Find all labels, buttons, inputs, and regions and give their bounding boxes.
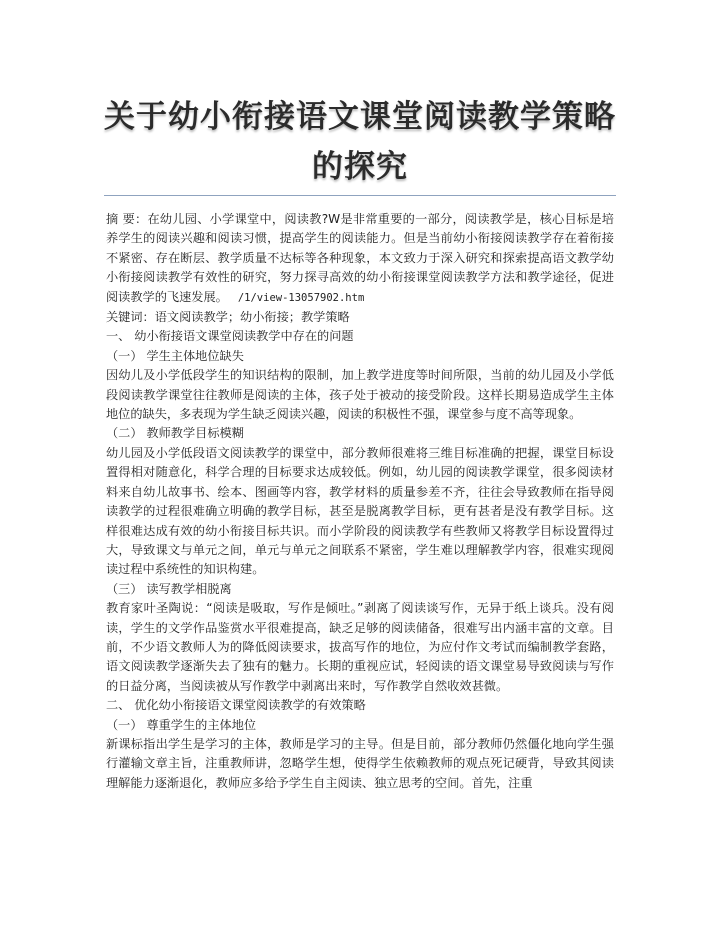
title-divider: [104, 195, 616, 196]
subsection-heading-1-2: （二） 教师教学目标模糊: [106, 426, 244, 441]
subsection-heading-2-1: （一） 尊重学生的主体地位: [106, 717, 257, 732]
abstract-url: /1/view-13057902.htm: [237, 291, 365, 304]
document-body: [106, 210, 614, 793]
title-line-2: 的探究: [312, 149, 408, 185]
subsection-heading-1-1: （一） 学生主体地位缺失: [106, 348, 244, 363]
paragraph-4: 新课标指出学生是学习的主体，教师是学习的主导。但是目前，部分教师仍然僵化地向学生强行灌输文章主旨，注重教师讲，忽略学生想，使得学生依赖教师的观点死记硬背，导致其阅读理解能力逐渐退化，教师应多给予学生自主阅读、独立思考的空间。首先，注重: [106, 736, 614, 790]
title-line-1: 关于幼小衔接语文课堂阅读教学策略: [104, 99, 616, 135]
document-title: [0, 92, 720, 192]
abstract-paragraph: [106, 210, 614, 308]
paragraph-1: 因幼儿及小学低段学生的知识结构的限制，加上教学进度等时间所限，当前的幼儿园及小学低段阅读教学课堂往往教师是阅读的主体，孩子处于被动的接受阶段。这样长期易造成学生主体地位的缺失，多表现为学生缺乏阅读兴趣，阅读的积极性不强，课堂参与度不高等现象。: [106, 368, 614, 422]
abstract-text: 摘 要：在幼儿园、小学课堂中，阅读教?W是非常重要的一部分，阅读教学是，核心目标是培养学生的阅读兴趣和阅读习惯，提高学生的阅读能力。但是当前幼小衔接阅读教学存在着衔接不紧密、存在断层、教学质量不达标等各种现象，本文致力于深入研究和探索提高语文教学幼小衔接阅读教学有效性的研究，努力探寻高效的幼小衔接课堂阅读教学方法和教学途径，促进阅读教学的飞速发展。: [106, 212, 614, 304]
paragraph-3: 教育家叶圣陶说：“阅读是吸取，写作是倾吐。”剥离了阅读谈写作，无异于纸上谈兵。没有阅读，学生的文学作品鉴赏水平很难提高，缺乏足够的阅读储备，很难写出内涵丰富的文章。目前，不少语文教师人为的降低阅读要求，拔高写作的地位，为应付作文考试而编制教学套路，语文阅读教学逐渐失去了独有的魅力。长期的重视应试，轻阅读的语文课堂易导致阅读与写作的日益分离，当阅读被从写作教学中剥离出来时，写作教学自然收效甚微。: [106, 601, 614, 693]
section-heading-2: 二、 优化幼小衔接语文课堂阅读教学的有效策略: [106, 698, 366, 713]
paragraph-2: 幼儿园及小学低段语文阅读教学的课堂中，部分教师很难将三维目标准确的把握，课堂目标设置得相对随意化，科学合理的目标要求达成较低。例如，幼儿园的阅读教学课堂，很多阅读材料来自幼儿故事书、绘本、图画等内容，教学材料的质量参差不齐，往往会导致教师在指导阅读教学的过程很难确立明确的教学目标，甚至是脱离教学目标，更有甚者是没有教学目标。这样很难达成有效的幼小衔接目标共识。而小学阶段的阅读教学有些教师又将教学目标设置得过大，导致课文与单元之间，单元与单元之间联系不紧密，学生难以理解教学内容，很难实现阅读过程中系统性的知识构建。: [106, 445, 614, 577]
section-heading-1: 一、 幼小衔接语文课堂阅读教学中存在的问题: [106, 329, 354, 344]
subsection-heading-1-3: （三） 读写教学相脱离: [106, 581, 232, 596]
keywords-line: 关键词：语文阅读教学；幼小衔接；教学策略: [106, 310, 350, 325]
